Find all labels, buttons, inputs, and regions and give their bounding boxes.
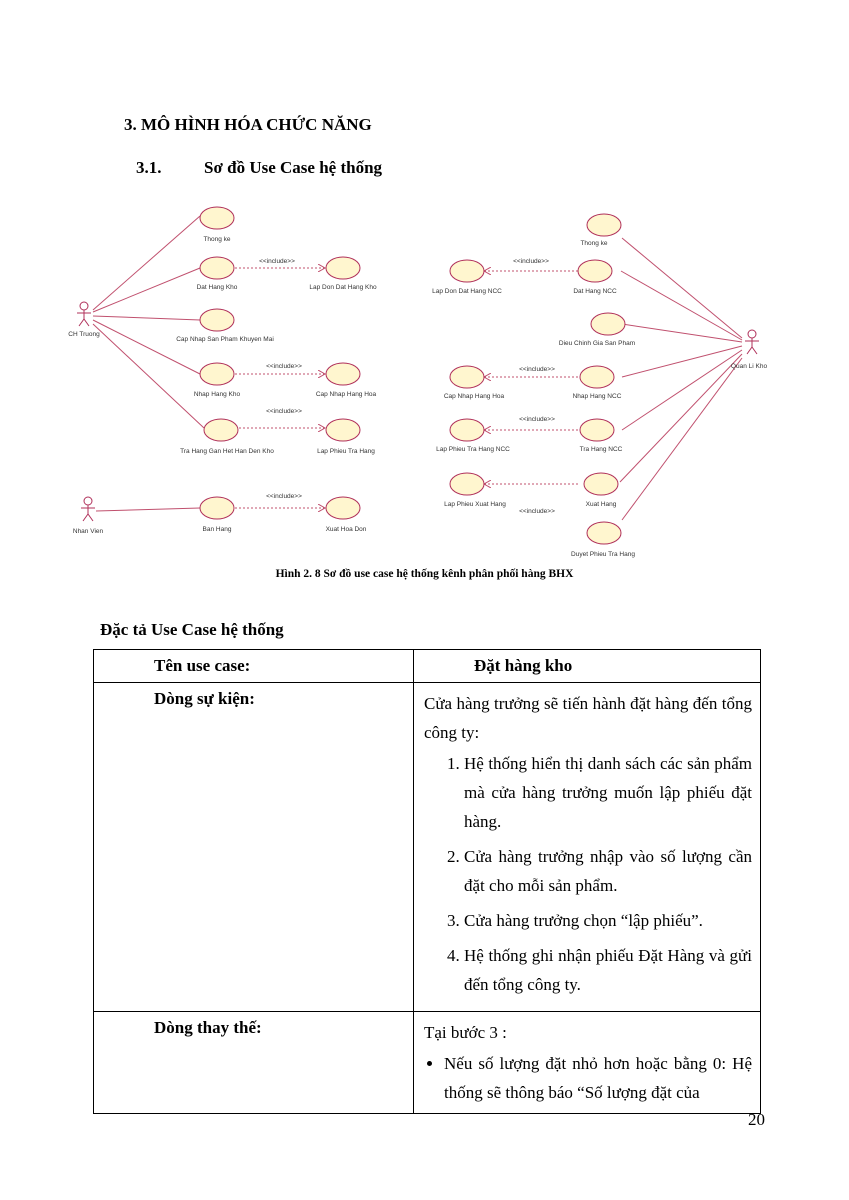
uc-label: Nhap Hang NCC [572, 393, 622, 400]
actor-quan-li-kho-icon [745, 330, 759, 354]
uc-label: Xuat Hoa Don [325, 526, 367, 533]
uc-label: Tra Hang NCC [579, 446, 623, 453]
list-item: • Nếu số lượng đặt nhỏ hơn hoặc bằng 0: Hệ thống sẽ thông báo “Số lượng đặt của [444, 1049, 752, 1107]
uc-cap-nhap-hang-hoa-left [326, 363, 360, 385]
uc-label: Lap Phieu Xuat Hang [444, 501, 506, 508]
include-label: <<include>> [266, 363, 302, 370]
uc-label: Lap Don Dat Hang Kho [309, 284, 377, 291]
uc-dieu-chinh-gia [591, 313, 625, 335]
uc-label: Dieu Chinh Gia San Pham [558, 340, 636, 347]
uc-nhap-hang-ncc [580, 366, 614, 388]
uc-label: Cap Nhap Hang Hoa [315, 391, 377, 398]
uc-tra-hang-kho [204, 419, 238, 441]
subsection-number: 3.1. [136, 158, 162, 177]
spec-title: Đặc tả Use Case hệ thống [100, 620, 284, 639]
alt-content [414, 1012, 761, 1114]
table-row [94, 683, 761, 1012]
page-number: 20 [748, 1110, 765, 1129]
uc-duyet-phieu-tra-hang [587, 522, 621, 544]
alt-list [424, 1049, 752, 1107]
actor-nhan-vien-label: Nhan Vien [72, 528, 104, 535]
uc-xuat-hoa-don [326, 497, 360, 519]
table-row [94, 1012, 761, 1114]
uc-cap-nhap-hang-hoa-right [450, 366, 484, 388]
actor-ch-truong-label: CH Truong [68, 331, 100, 338]
uc-dat-hang-ncc [578, 260, 612, 282]
uc-lap-don-dat-hang-ncc [450, 260, 484, 282]
uc-xuat-hang [584, 473, 618, 495]
name-value: Đặt hàng kho [414, 650, 761, 683]
uc-lap-don-dat-hang-kho [326, 257, 360, 279]
uc-label: Lap Phieu Tra Hang [317, 448, 375, 455]
uc-label: Cap Nhap Hang Hoa [443, 393, 505, 400]
uc-label: Tra Hang Gan Het Han Den Kho [180, 448, 274, 455]
uc-lap-phieu-tra-hang-ncc [450, 419, 484, 441]
subsection-heading [136, 158, 382, 178]
uc-ban-hang [200, 497, 234, 519]
flow-content [414, 683, 761, 1012]
alt-label: Dòng thay thế: [94, 1012, 414, 1114]
uc-label: Dat Hang Kho [196, 284, 238, 291]
alt-intro: Tại bước 3 : [424, 1023, 507, 1042]
uc-label: Lap Phieu Tra Hang NCC [436, 446, 510, 453]
uc-thong-ke-right [587, 214, 621, 236]
list-item: 3. Cửa hàng trưởng chọn “lập phiếu”. [464, 906, 752, 935]
list-item: 1. Hệ thống hiển thị danh sách các sản phẩm mà cửa hàng trưởng muốn lập phiếu đặt hàng. [464, 749, 752, 836]
list-item: 2. Cửa hàng trưởng nhập vào số lượng cần đặt cho mỗi sản phẩm. [464, 842, 752, 900]
table-row [94, 650, 761, 683]
uc-label: Xuat Hang [585, 501, 617, 508]
include-label: <<include>> [513, 258, 549, 265]
section-heading: 3. MÔ HÌNH HÓA CHỨC NĂNG [124, 115, 372, 134]
uc-label: Dat Hang NCC [573, 288, 617, 295]
flow-steps [424, 749, 752, 999]
name-label: Tên use case: [94, 650, 414, 683]
include-label: <<include>> [266, 493, 302, 500]
uc-lap-phieu-tra-hang [326, 419, 360, 441]
figure-caption: Hình 2. 8 Sơ đồ use case hệ thống kênh phân phối hàng BHX [275, 568, 574, 580]
uc-dat-hang-kho [200, 257, 234, 279]
flow-intro: Cửa hàng trưởng sẽ tiến hành đặt hàng đến tổng công ty: [424, 694, 752, 742]
uc-lap-phieu-xuat-hang [450, 473, 484, 495]
include-label: <<include>> [266, 408, 302, 415]
include-label: <<include>> [519, 416, 555, 423]
flow-label: Dòng sự kiện: [94, 683, 414, 1012]
uc-label: Ban Hang [202, 526, 232, 533]
uc-thong-ke-left [200, 207, 234, 229]
uc-label: Thong ke [580, 240, 608, 247]
subsection-title: Sơ đồ Use Case hệ thống [204, 158, 383, 177]
include-label: <<include>> [259, 258, 295, 265]
use-case-diagram [60, 200, 790, 570]
uc-tra-hang-ncc [580, 419, 614, 441]
include-label: <<include>> [519, 366, 555, 373]
uc-label: Duyet Phieu Tra Hang [571, 551, 635, 558]
uc-label: Cap Nhap San Pham Khuyen Mai [176, 336, 274, 343]
uc-label: Thong ke [203, 236, 231, 243]
include-label: <<include>> [519, 508, 555, 515]
uc-nhap-hang-kho [200, 363, 234, 385]
uc-label: Lap Don Dat Hang NCC [432, 288, 502, 295]
actor-ch-truong-icon [77, 302, 91, 326]
use-case-spec-table [93, 649, 761, 1114]
actor-quan-li-kho-label: Quan Li Kho [730, 363, 768, 370]
actor-nhan-vien-icon [81, 497, 95, 521]
list-item: 4. Hệ thống ghi nhận phiếu Đặt Hàng và gửi đến tổng công ty. [464, 941, 752, 999]
uc-cap-nhap-sp-km [200, 309, 234, 331]
uc-label: Nhap Hang Kho [193, 391, 241, 398]
